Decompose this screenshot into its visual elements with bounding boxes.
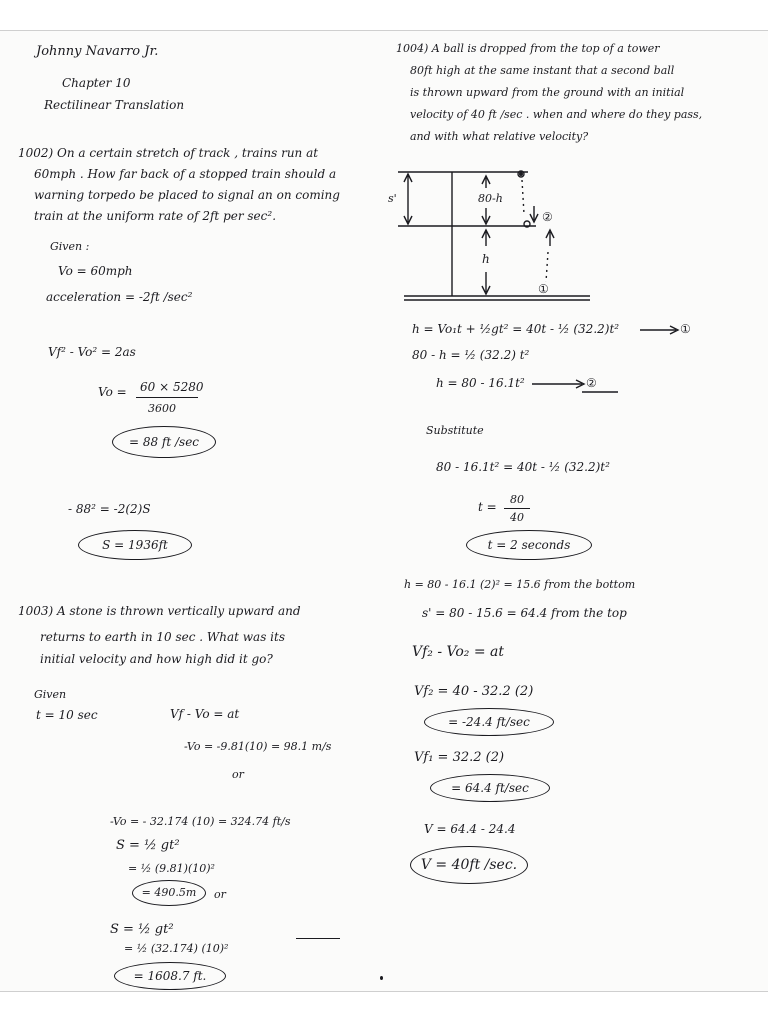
- p1004-eq2: 80 - h = ½ (32.2) t²: [412, 348, 530, 362]
- p1004-sub-eq: 80 - 16.1t² = 40t - ½ (32.2)t²: [436, 460, 610, 474]
- p1004-vf1-answer: = 64.4 ft/sec: [451, 781, 529, 795]
- p1002-line-2: 60mph . How far back of a stopped train should a: [34, 167, 337, 181]
- p1004-vf-eq: Vf₂ - Vo₂ = at: [412, 644, 505, 660]
- p1002-conv-answer: = 88 ft /sec: [128, 435, 200, 449]
- p1003-s-formula-1: S = ½ gt²: [116, 838, 180, 853]
- p1002-line-3: warning torpedo be placed to signal an on coming: [34, 188, 340, 202]
- p1003-or-1: or: [232, 768, 244, 781]
- p1002-accel: acceleration = -2ft /sec²: [46, 290, 193, 304]
- p1003-si-answer: = 490.5m: [141, 886, 197, 899]
- diagram-ball-2: ②: [542, 210, 553, 224]
- p1004-eq1-tag: ①: [680, 322, 691, 336]
- p1003-or-2: or: [214, 888, 226, 901]
- p1004-vf1-answer-box: [430, 774, 550, 802]
- p1003-line-2: returns to earth in 10 sec . What was its: [40, 630, 286, 644]
- p1004-substitute: Substitute: [426, 424, 484, 437]
- p1004-s-result: s' = 80 - 15.6 = 64.4 from the top: [422, 606, 627, 620]
- p1003-time: t = 10 sec: [36, 708, 98, 722]
- p1002-answer: S = 1936ft: [102, 538, 168, 552]
- p1004-vf1: Vf₁ = 32.2 (2): [414, 750, 505, 765]
- p1004-time-answer: t = 2 seconds: [487, 538, 571, 552]
- p1004-vf2-answer-box: [424, 708, 554, 736]
- p1003-s-sub-2: = ½ (32.174) (10)²: [124, 942, 229, 955]
- p1004-final-answer: V = 40ft /sec.: [420, 857, 518, 873]
- p1002-line-1: 1002) On a certain stretch of track , trains run at: [18, 146, 319, 160]
- p1004-t-num: 80: [510, 493, 524, 506]
- author-name: Johnny Navarro Jr.: [36, 44, 159, 59]
- p1002-conv-den: 3600: [148, 402, 176, 415]
- diagram-label-80h: 80-h: [478, 192, 503, 205]
- p1003-line-1: 1003) A stone is thrown vertically upward and: [18, 604, 301, 618]
- p1004-v-eq: V = 64.4 - 24.4: [424, 822, 516, 836]
- p1002-conv-left: Vo =: [98, 385, 127, 399]
- p1002-line-4: train at the uniform rate of 2ft per sec².: [34, 209, 277, 223]
- p1004-eq3: h = 80 - 16.1t²: [436, 376, 525, 390]
- p1003-eq1: Vf - Vo = at: [170, 707, 240, 721]
- p1004-vf2-answer: = -24.4 ft/sec: [448, 715, 530, 729]
- p1003-si-velocity: -Vo = -9.81(10) = 98.1 m/s: [184, 740, 332, 753]
- p1002-conv-num: 60 × 5280: [140, 380, 204, 394]
- p1004-t-fraction-bar: [504, 508, 530, 509]
- p1004-final-answer-box: [410, 846, 528, 884]
- p1002-eq1: Vf² - Vo² = 2as: [48, 345, 136, 359]
- p1003-us-answer: = 1608.7 ft.: [133, 969, 207, 983]
- p1003-line-3: initial velocity and how high did it go?: [40, 652, 273, 666]
- p1004-vf2: Vf₂ = 40 - 32.2 (2): [414, 684, 534, 699]
- p1004-eq1: h = Vo₁t + ½gt² = 40t - ½ (32.2)t²: [412, 322, 620, 336]
- p1004-line-1: 1004) A ball is dropped from the top of a tower: [396, 42, 660, 55]
- p1004-h-result: h = 80 - 16.1 (2)² = 15.6 from the bottom: [404, 578, 636, 591]
- p1004-t-den: 40: [510, 511, 524, 524]
- p1003-given: Given: [34, 688, 67, 701]
- topic-label: Rectilinear Translation: [44, 98, 185, 112]
- p1004-eq3-tag: ②: [586, 376, 597, 390]
- p1003-s-formula-2: S = ½ gt²: [110, 922, 174, 937]
- diagram-ball-1: ①: [538, 282, 549, 296]
- diagram-label-h: h: [482, 252, 490, 266]
- p1002-eq2: - 88² = -2(2)S: [68, 502, 151, 516]
- p1004-t-left: t =: [478, 500, 497, 514]
- p1002-v0: Vo = 60mph: [58, 264, 133, 278]
- p1003-s-sub-1: = ½ (9.81)(10)²: [128, 862, 215, 875]
- chapter-label: Chapter 10: [62, 76, 131, 90]
- p1004-line-4: velocity of 40 ft /sec . when and where do they pass,: [410, 108, 703, 121]
- p1004-line-5: and with what relative velocity?: [410, 130, 589, 143]
- p1004-line-3: is thrown upward from the ground with an initial: [410, 86, 685, 99]
- ink-dot: [380, 976, 383, 980]
- p1004-line-2: 80ft high at the same instant that a second ball: [410, 64, 675, 77]
- diagram-label-s: s': [388, 192, 397, 205]
- p1003-us-velocity: -Vo = - 32.174 (10) = 324.74 ft/s: [110, 815, 291, 828]
- p1002-given: Given :: [50, 240, 90, 253]
- p1004-time-answer-box: [466, 530, 592, 560]
